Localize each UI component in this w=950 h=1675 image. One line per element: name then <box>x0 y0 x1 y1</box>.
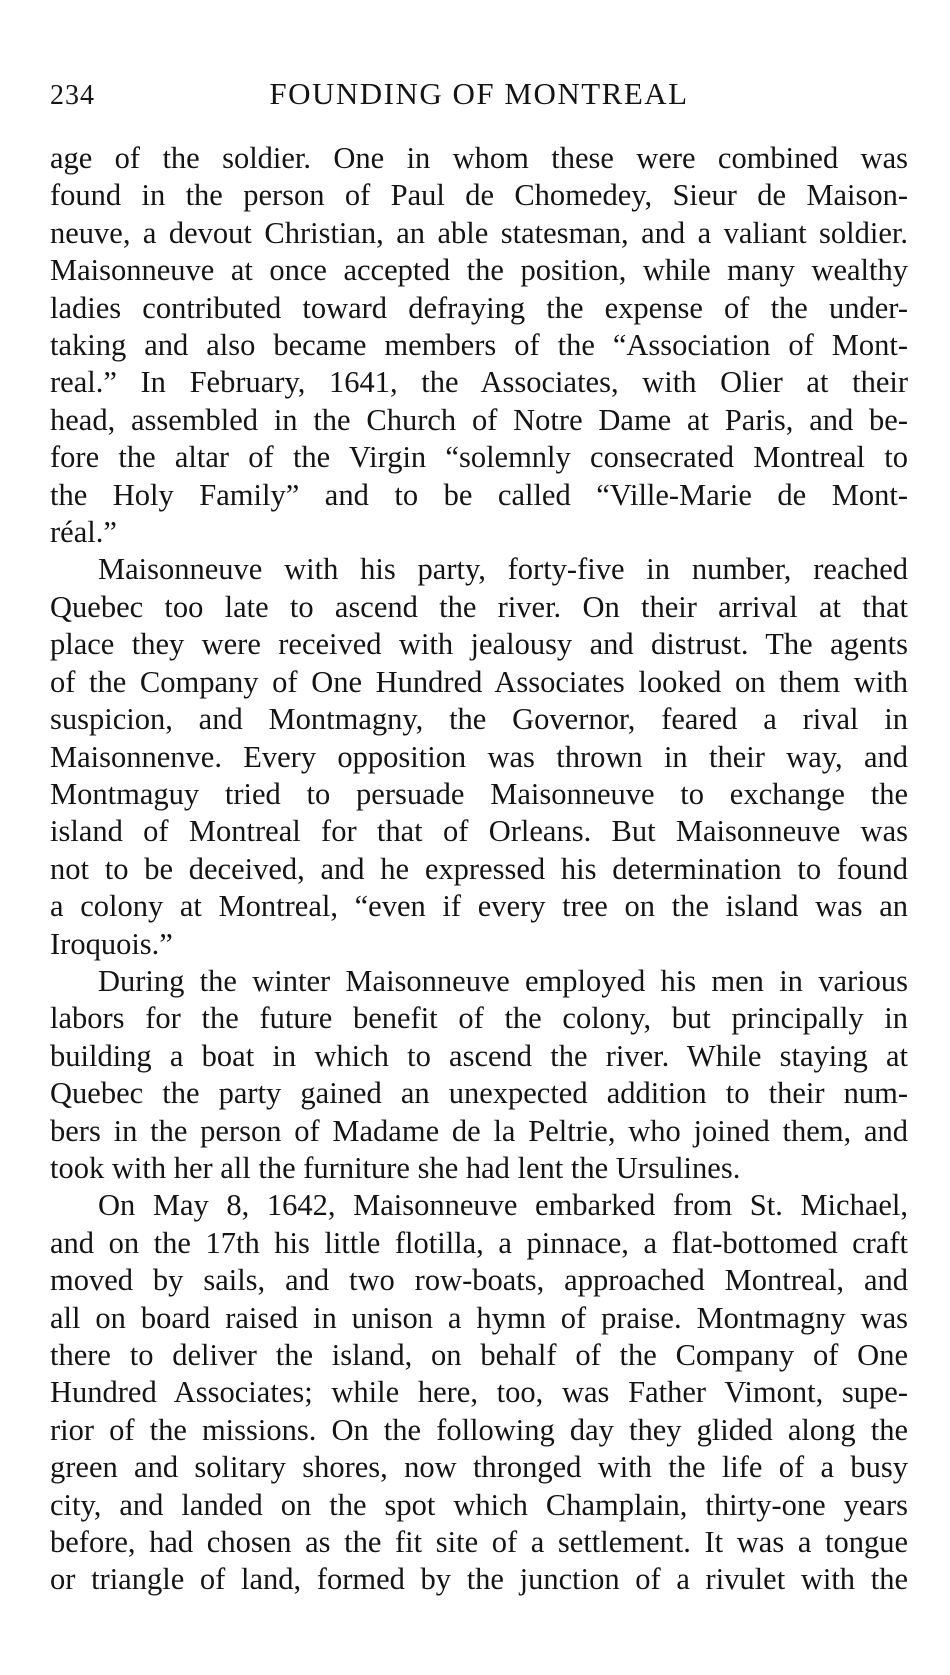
text-line: On May 8, 1642, Maisonneuve embarked from St. Michael, <box>98 1188 908 1223</box>
text-line: head, assembled in the Church of Notre Dame at Paris, and be- <box>50 402 908 437</box>
text-line: age of the soldier. One in whom these were combined was <box>50 141 908 175</box>
text-line: bers in the person of Madame de la Peltrie, who joined them, and <box>50 1113 908 1148</box>
page-number: 234 <box>50 80 95 111</box>
text-line: Maisonnenve. Every opposition was thrown in their way, and <box>50 739 908 774</box>
text-line: the Holy Family” and to be called “Ville-Marie de Mont- <box>50 477 908 512</box>
text-line: labors for the future benefit of the colony, but principally in <box>50 1001 908 1036</box>
text-line: Montmaguy tried to persuade Maisonneuve to exchange the <box>50 776 908 811</box>
page-header <box>50 72 908 122</box>
text-line: or triangle of land, formed by the junction of a rivulet with the <box>50 1562 908 1597</box>
text-line: During the winter Maisonneuve employed his men in various <box>98 963 908 998</box>
text-line: city, and landed on the spot which Champlain, thirty-one years <box>50 1487 908 1522</box>
text-line: ladies contributed toward defraying the expense of the under- <box>50 290 908 325</box>
text-line: of the Company of One Hundred Associates looked on them with <box>50 664 908 699</box>
text-line: real.” In February, 1641, the Associates, with Olier at their <box>50 365 908 400</box>
text-line: fore the altar of the Virgin “solemnly consecrated Montreal to <box>50 440 908 475</box>
text-line: rior of the missions. On the following day they glided along the <box>50 1412 908 1447</box>
body-text <box>50 140 908 1599</box>
text-line: all on board raised in unison a hymn of praise. Montmagny was <box>50 1300 908 1335</box>
text-line: neuve, a devout Christian, an able statesman, and a valiant soldier. <box>50 215 908 250</box>
paragraph <box>50 1187 908 1598</box>
text-line: found in the person of Paul de Chomedey, Sieur de Maison- <box>50 178 908 213</box>
text-line: réal.” <box>50 515 117 550</box>
text-line: before, had chosen as the fit site of a settlement. It was a tongue <box>50 1525 908 1560</box>
text-line: Maisonneuve with his party, forty-five in number, reached <box>98 552 908 587</box>
text-line: a colony at Montreal, “even if every tree on the island was an <box>50 889 908 924</box>
text-line: Hundred Associates; while here, too, was Father Vimont, supe- <box>50 1375 908 1410</box>
text-line: place they were received with jealousy and distrust. The agents <box>50 627 908 662</box>
text-line: and on the 17th his little flotilla, a pinnace, a flat-bottomed craft <box>50 1225 908 1260</box>
text-line: Iroquois.” <box>50 926 173 961</box>
text-line: suspicion, and Montmagny, the Governor, feared a rival in <box>50 702 908 737</box>
text-line: Quebec the party gained an unexpected addition to their num- <box>50 1076 908 1111</box>
text-line: took with her all the furniture she had lent the Ursulines. <box>50 1150 741 1185</box>
text-line: island of Montreal for that of Orleans. But Maisonneuve was <box>50 814 908 849</box>
text-line: moved by sails, and two row-boats, approached Montreal, and <box>50 1263 908 1298</box>
text-line: Maisonneuve at once accepted the position, while many wealthy <box>50 253 908 288</box>
paragraph <box>50 551 908 962</box>
text-line: green and solitary shores, now thronged with the life of a busy <box>50 1450 908 1485</box>
text-line: building a boat in which to ascend the river. While staying at <box>50 1038 908 1073</box>
running-title: FOUNDING OF MONTREAL <box>269 76 689 111</box>
text-line: taking and also became members of the “Association of Mont- <box>50 328 908 363</box>
paragraph <box>50 140 908 551</box>
text-line: not to be deceived, and he expressed his determination to found <box>50 851 908 886</box>
paragraph <box>50 963 908 1187</box>
text-line: Quebec too late to ascend the river. On their arrival at that <box>50 589 908 624</box>
text-line: there to deliver the island, on behalf of the Company of One <box>50 1338 908 1372</box>
